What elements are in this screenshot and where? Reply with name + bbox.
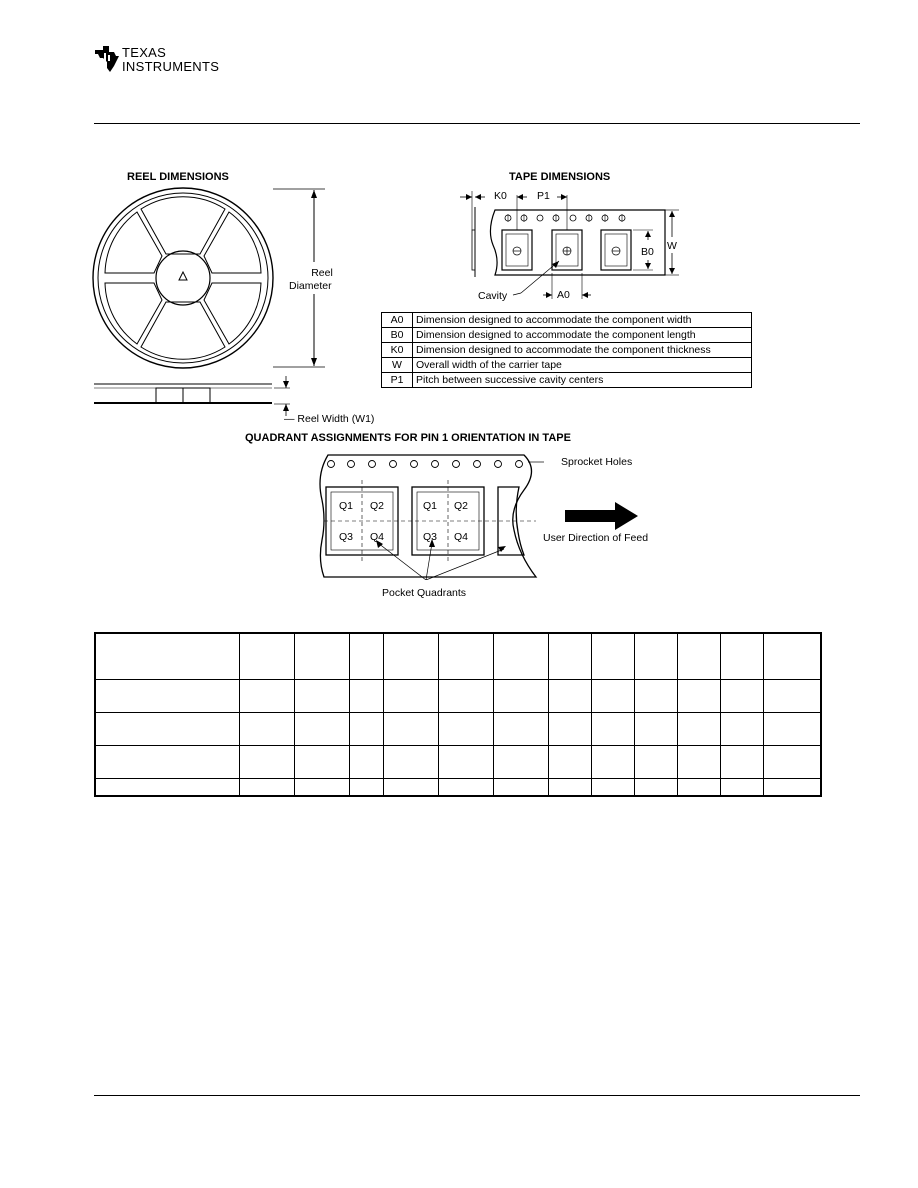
tape-p1-label: P1 [537,190,550,202]
table-row [95,633,821,679]
table-cell [350,745,384,778]
table-cell [592,778,635,796]
legend-desc: Dimension designed to accommodate the component length [413,328,752,343]
legend-code: A0 [382,313,413,328]
table-cell [295,745,350,778]
table-cell [678,633,721,679]
legend-code: P1 [382,373,413,388]
feed-arrow-icon [565,502,639,530]
table-cell [439,679,494,712]
pocket1-q1: Q1 [339,500,354,512]
table-cell [494,712,549,745]
table-cell [635,633,678,679]
table-cell [494,778,549,796]
reel-width-text: Reel Width (W1) [297,413,375,425]
tape-cavity-label: Cavity [478,290,508,302]
pocket1-q2: Q2 [370,500,385,512]
table-cell [549,633,592,679]
table-row [95,679,821,712]
table-cell [678,679,721,712]
table-cell [635,745,678,778]
feed-direction-label: User Direction of Feed [543,532,649,544]
table-cell [384,745,439,778]
logo-line-2: INSTRUMENTS [122,59,220,74]
reel-width-label [284,413,374,425]
reel-diagram [90,182,380,417]
table-cell [764,679,822,712]
pocket2-q2: Q2 [454,500,469,512]
table-cell [635,712,678,745]
table-cell [549,778,592,796]
pocket1-q4: Q4 [370,531,385,543]
table-cell [764,633,822,679]
table-cell [678,712,721,745]
table-cell [439,712,494,745]
pocket2-q1: Q1 [423,500,438,512]
table-cell [295,712,350,745]
table-cell [494,633,549,679]
header-rule [94,123,860,124]
table-cell [764,712,822,745]
table-cell [295,778,350,796]
table-cell [350,679,384,712]
table-cell [764,778,822,796]
reel-width-leader: — [284,413,298,425]
table-cell [721,679,764,712]
table-cell [95,633,240,679]
tape-diagram [455,185,695,305]
table-cell [439,778,494,796]
table-cell [350,633,384,679]
table-cell [635,778,678,796]
legend-row [382,313,752,328]
table-cell [384,712,439,745]
table-cell [295,633,350,679]
reel-heading: REEL DIMENSIONS [127,171,229,183]
table-cell [95,712,240,745]
table-cell [721,745,764,778]
quadrant-heading: QUADRANT ASSIGNMENTS FOR PIN 1 ORIENTATION IN TAPE [245,432,571,444]
table-cell [494,745,549,778]
tape-a0-label: A0 [557,289,570,301]
legend-desc: Overall width of the carrier tape [413,358,752,373]
table-cell [240,679,295,712]
table-cell [592,679,635,712]
legend-code: B0 [382,328,413,343]
tape-legend-table [381,312,752,388]
pocket2-q4: Q4 [454,531,469,543]
legend-row [382,328,752,343]
table-cell [439,633,494,679]
legend-row [382,343,752,358]
legend-code: W [382,358,413,373]
table-cell [95,745,240,778]
tape-k0-label: K0 [494,190,507,202]
tape-reel-info-table [94,632,822,797]
table-cell [240,712,295,745]
table-cell [384,633,439,679]
table-cell [439,745,494,778]
table-cell [592,633,635,679]
table-cell [95,778,240,796]
legend-row [382,373,752,388]
legend-desc: Pitch between successive cavity centers [413,373,752,388]
logo-line-1: TEXAS [122,45,167,60]
table-cell [350,712,384,745]
ti-logo-icon [94,44,120,74]
table-cell [592,712,635,745]
table-cell [240,745,295,778]
table-cell [635,679,678,712]
table-cell [240,778,295,796]
pocket2-q3: Q3 [423,531,438,543]
table-cell [678,778,721,796]
legend-code: K0 [382,343,413,358]
sprocket-holes-label: Sprocket Holes [561,456,633,468]
quadrant-diagram [314,450,554,580]
table-row [95,712,821,745]
table-cell [384,778,439,796]
tape-w-label: W [667,240,677,252]
table-cell [721,633,764,679]
pocket-quadrants-label: Pocket Quadrants [382,587,467,599]
table-cell [721,712,764,745]
reel-diameter-label-2: Diameter [289,280,332,292]
legend-desc: Dimension designed to accommodate the component width [413,313,752,328]
pocket1-q3: Q3 [339,531,354,543]
footer-rule [94,1095,860,1096]
table-cell [678,745,721,778]
table-cell [549,712,592,745]
ti-logo [94,44,234,80]
reel-diameter-label-1: Reel [311,267,333,279]
table-cell [295,679,350,712]
table-cell [592,745,635,778]
table-row [95,745,821,778]
tape-b0-label: B0 [641,246,654,258]
table-cell [764,745,822,778]
table-cell [350,778,384,796]
table-cell [240,633,295,679]
legend-row [382,358,752,373]
table-cell [549,679,592,712]
tape-heading: TAPE DIMENSIONS [509,171,611,183]
legend-desc: Dimension designed to accommodate the component thickness [413,343,752,358]
table-cell [549,745,592,778]
table-row [95,778,821,796]
table-cell [384,679,439,712]
table-cell [721,778,764,796]
table-cell [95,679,240,712]
table-cell [494,679,549,712]
